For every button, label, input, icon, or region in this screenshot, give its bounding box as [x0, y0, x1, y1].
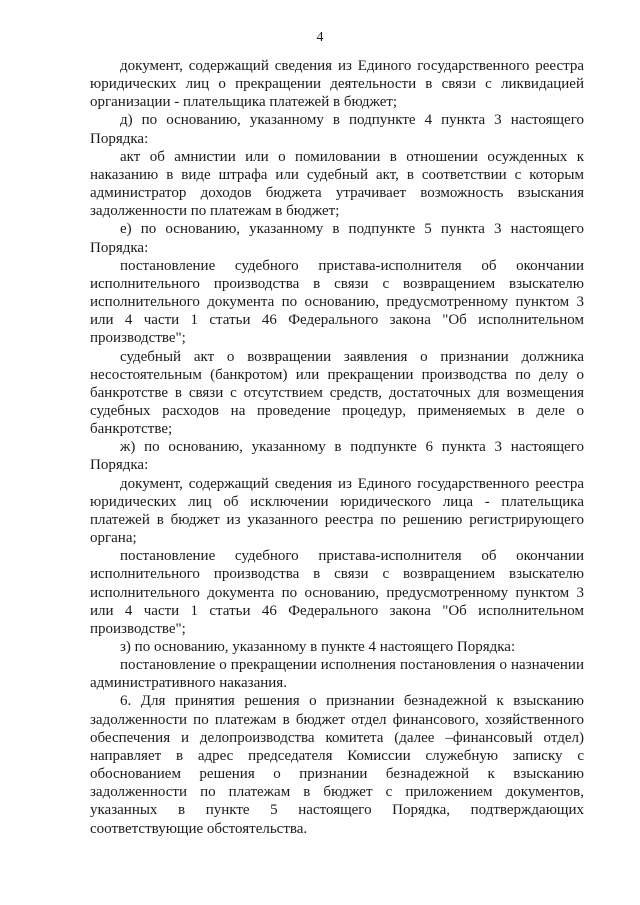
- paragraph: е) по основанию, указанному в подпункте 5 пункта 3 настоящего Порядка:: [90, 221, 584, 256]
- paragraph: постановление судебного пристава-исполнителя об окончании исполнительного производства в связи с возвращением взыскателю исполнительного документа по основанию, предусмотренному пунктом 3 или 4 части 1 статьи 46 Федерального закона "Об исполнительном производстве";: [90, 257, 584, 347]
- paragraph: документ, содержащий сведения из Единого государственного реестра юридических лиц об исключении юридического лица - плательщика платежей в бюджет из указанного реестра по решению регистрирующего органа;: [90, 475, 584, 547]
- paragraph: документ, содержащий сведения из Единого государственного реестра юридических лиц о прекращении деятельности в связи с ликвидацией организации - плательщика платежей в бюджет;: [90, 58, 584, 111]
- page-number: 4: [316, 30, 324, 45]
- paragraph: постановление о прекращении исполнения постановления о назначении административного наказания.: [90, 657, 584, 692]
- paragraph: акт об амнистии или о помиловании в отношении осужденных к наказанию в виде штрафа или судебный акт, в соответствии с которым администратор доходов бюджета утрачивает возможность взыскания задолженности по платежам в бюджет;: [90, 148, 584, 220]
- paragraph: д) по основанию, указанному в подпункте 4 пункта 3 настоящего Порядка:: [90, 112, 584, 147]
- paragraph: 6. Для принятия решения о признании безнадежной к взысканию задолженности по платежам в бюджет отдел финансового, хозяйственного обеспечения и делопроизводства комитета (далее –финансовый отдел) направляет в адрес председателя Комиссии служебную записку с обоснованием решения о признании безнадежной к взысканию задолженности по платежам в бюджет с приложением документов, указанных в пункте 5 настоящего Порядка, подтверждающих соответствующие обстоятельства.: [90, 693, 584, 837]
- paragraph: судебный акт о возвращении заявления о признании должника несостоятельным (банкротом) или прекращении производства по делу о банкротстве в связи с отсутствием средств, достаточных для возмещения судебных расходов на проведение процедур, применяемых в деле о банкротстве;: [90, 348, 584, 438]
- paragraph: ж) по основанию, указанному в подпункте 6 пункта 3 настоящего Порядка:: [90, 439, 584, 474]
- paragraph: з) по основанию, указанному в пункте 4 настоящего Порядка:: [120, 639, 516, 655]
- paragraph: постановление судебного пристава-исполнителя об окончании исполнительного производства в связи с возвращением взыскателю исполнительного документа по основанию, предусмотренному пунктом 3 или 4 части 1 статьи 46 Федерального закона "Об исполнительном производстве";: [90, 548, 584, 637]
- document-body: [90, 57, 584, 838]
